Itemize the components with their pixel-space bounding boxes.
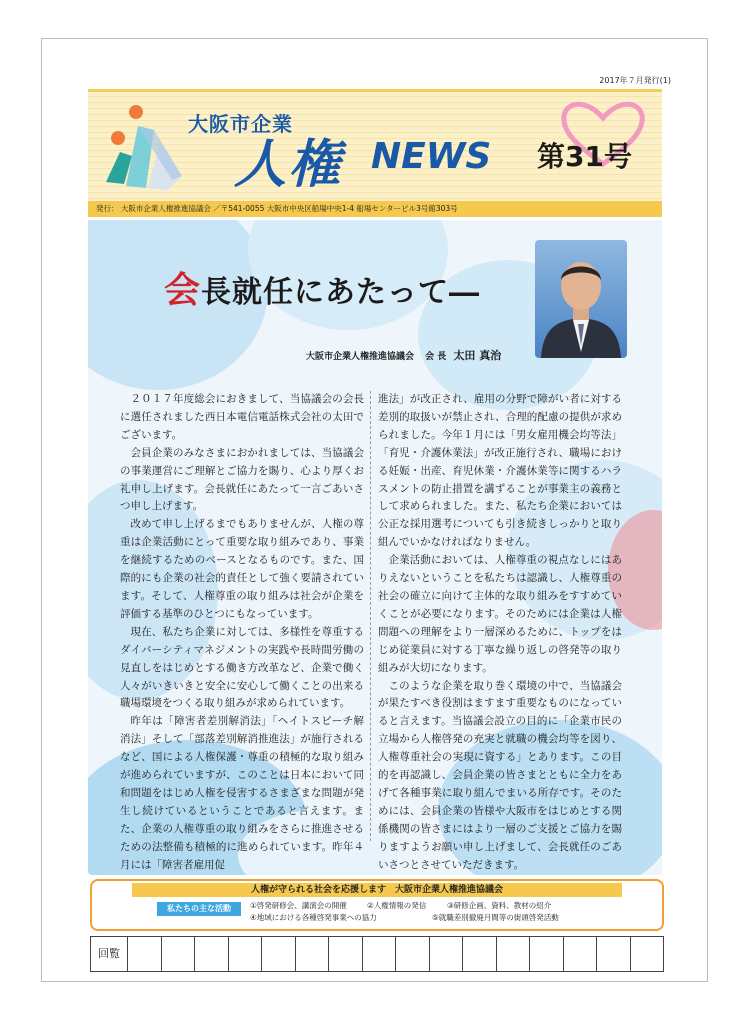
chairman-portrait — [535, 240, 627, 358]
circulation-cell[interactable] — [497, 937, 531, 971]
publisher-bar: 発行： 大阪市企業人権推進協議会 ／〒541-0055 大阪市中央区船場中央1-4 船場センタービル3号館303号 — [88, 201, 662, 217]
article-column-left — [120, 391, 364, 874]
circulation-cell[interactable] — [631, 937, 664, 971]
circulation-cell[interactable] — [262, 937, 296, 971]
activity-item: ①啓発研修会、講演会の開催 — [250, 901, 347, 910]
circulation-cell[interactable] — [396, 937, 430, 971]
portrait-image — [535, 240, 627, 358]
circulation-cell[interactable] — [430, 937, 464, 971]
activity-item: ④地域における各種啓発事業への協力 — [250, 913, 377, 922]
byline-org: 大阪市企業人権推進協議会 — [306, 352, 415, 362]
masthead-brand: 人権 — [234, 135, 343, 195]
article-title-rest: 長就任にあたって― — [201, 275, 481, 310]
article-paragraph: 企業活動においては、人権尊重の視点なしにはありえないということを私たちは認識し、人権尊重の社会の確立に向けて主体的な取り組みをすすめていくことが必要になります。そのためには企業は人権問題への理解をより一層深めるために、トップをはじめ従業員に対する丁寧な繰り返しの啓発等の取り組みが大切になります。 — [378, 554, 622, 674]
activities-label: 私たちの主な活動 — [157, 902, 241, 916]
article-paragraph: 昨年は「障害者差別解消法」「ヘイトスピーチ解消法」そして「部落差別解消推進法」が施行されるなど、国による人権保護・尊重の積極的な取り組みが進められていますが、このことは日本において同和問題をはじめ人権を侵害するさまざまな問題が発生し続けているということであると言えます。また、企業の人権尊重の取り組みをさらに推進させるための法整備も積極的に進められています。昨年４月には「障害者雇用促 — [120, 715, 364, 871]
article-title-first-char: 会 — [164, 269, 202, 311]
masthead-org-name: 大阪市企業 — [188, 112, 293, 136]
article-paragraph: 改めて申し上げるまでもありませんが、人権の尊重は企業活動にとって重要な取り組みであり、事業を継続するためのベースとなるものです。また、国際的にも企業の社会的責任として強く要請されています。そして、人権尊重の取り組みは社会が企業を評価する基準のひとつにもなっています。 — [120, 518, 364, 620]
circulation-cell[interactable] — [329, 937, 363, 971]
article-paragraph: このような企業を取り巻く環境の中で、当協議会が果たすべき役割はますます重要なものになっていると言えます。当協議会設立の目的に「企業市民の立場から人権啓発の充実と就職の機会均等を図り、人権尊重社会の実現に資する」とあります。この目的を再認識し、会員企業の皆さまとともに全力をあげて各種事業に取り組んでまいる所存です。そのためには、会員企業の皆様や大阪市をはじめとする関係機関の皆さまにはより一層のご支援とご協力を賜りますようお願い申し上げまして、会長就任のごあいさつとさせていただきます。 — [378, 679, 622, 871]
activities-title: 人権が守られる社会を応援します 大阪市企業人権推進協議会 — [132, 883, 622, 897]
circulation-cell[interactable] — [229, 937, 263, 971]
circulation-cell[interactable] — [363, 937, 397, 971]
issue-number: 第31号 — [537, 140, 632, 173]
byline — [306, 347, 501, 363]
circulation-grid — [90, 936, 664, 972]
article-paragraph: ２０１７年度総会におきまして、当協議会の会長に選任されました西日本電信電話株式会社の太田でございます。 — [120, 393, 364, 441]
circulation-cell[interactable] — [296, 937, 330, 971]
article-title — [164, 262, 480, 313]
circulation-cell[interactable] — [597, 937, 631, 971]
activities-box — [90, 879, 664, 931]
byline-name: 太田 真治 — [453, 349, 502, 362]
newsletter-page — [41, 38, 708, 982]
circulation-cell[interactable] — [162, 937, 196, 971]
circulation-label: 回覧 — [91, 937, 128, 971]
feature-article — [88, 220, 662, 875]
circulation-cell[interactable] — [463, 937, 497, 971]
byline-role: 会 長 — [425, 352, 447, 362]
article-paragraph: 進法」が改正され、雇用の分野で障がい者に対する差別的取扱いが禁止され、合理的配慮の提供が求められました。今年１月には「男女雇用機会均等法」「育児・介護休業法」が改正施行され、職場における妊娠・出産、育児休業・介護休業等に関するハラスメントの防止措置を講ずることが事業主の義務として求められました。また、私たち企業においては公正な採用選考についても引き続きしっかりと取り組んでいかなければなりません。 — [378, 393, 622, 549]
article-paragraph: 会員企業のみなさまにおかれましては、当協議会の事業運営にご理解とご協力を賜り、心より厚くお礼申し上げます。会長就任にあたって一言ごあいさつ申し上げます。 — [120, 446, 364, 513]
activity-item: ⑤就職差別撤廃月間等の街頭啓発活動 — [432, 913, 559, 922]
masthead-brand-news: NEWS — [371, 136, 492, 177]
masthead — [88, 89, 662, 204]
article-paragraph: 現在、私たち企業に対しては、多様性を尊重するダイバーシティマネジメントの実践や長時間労働の見直しをはじめとする働き方改革など、企業で働く人々がいきいきと安全に安心して働くことの出来る職場環境をつくる取り組みが求められています。 — [120, 625, 364, 710]
circulation-cell[interactable] — [128, 937, 162, 971]
column-divider — [370, 391, 371, 841]
issue-date: 2017年７月発行(1) — [599, 76, 671, 85]
circulation-cell[interactable] — [195, 937, 229, 971]
article-column-right — [378, 391, 622, 874]
circulation-cell[interactable] — [564, 937, 598, 971]
circulation-cell[interactable] — [530, 937, 564, 971]
activity-item: ③研修企画、資料、教材の紹介 — [447, 901, 552, 910]
people-logo-icon — [98, 102, 186, 192]
activity-item: ②人権情報の発信 — [367, 901, 427, 910]
